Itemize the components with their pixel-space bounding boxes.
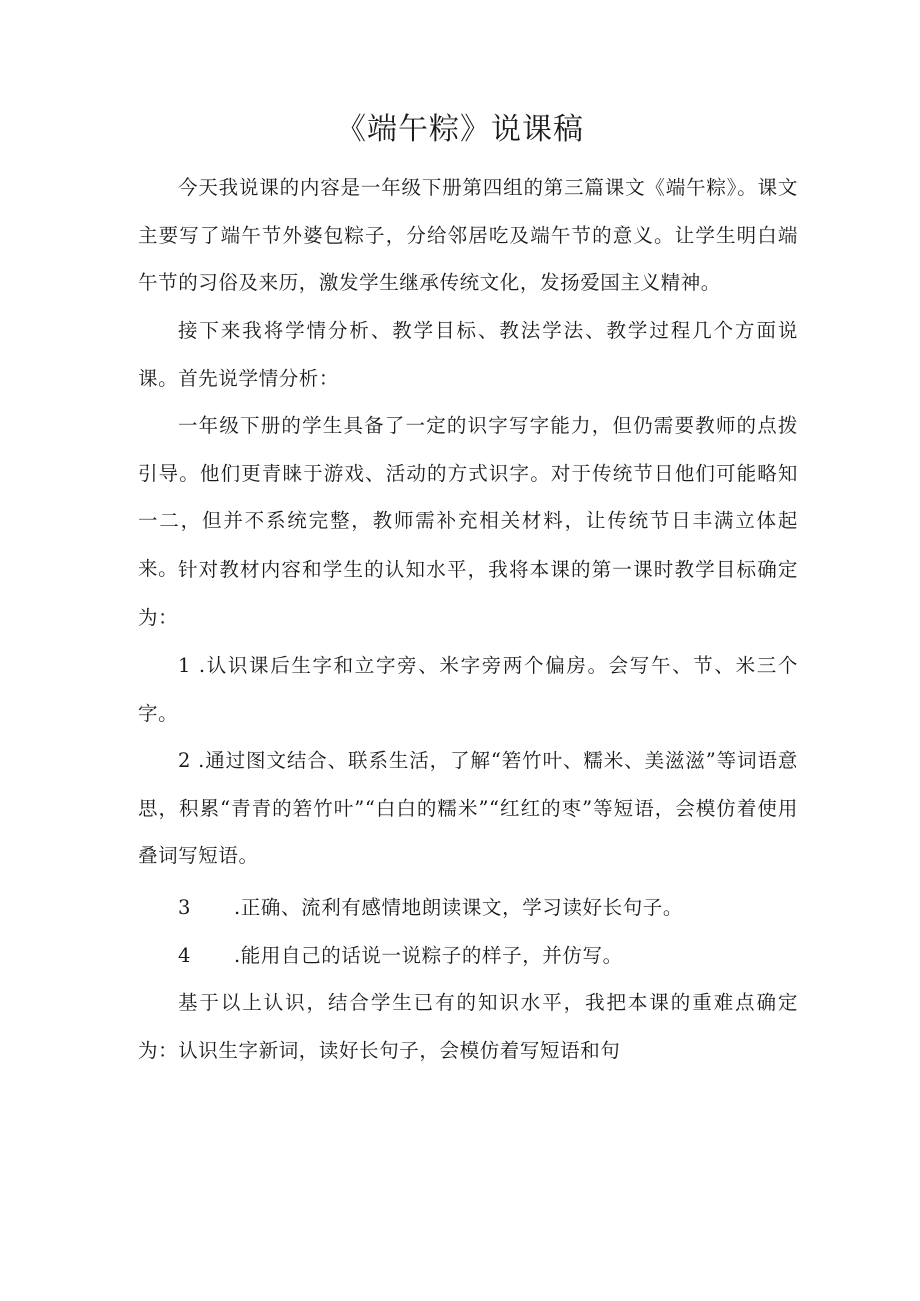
goal-number: 2 [178, 749, 192, 772]
goal-text: .认识课后生字和立字旁、米字旁两个偏房。会写午、节、米三个字。 [138, 654, 798, 725]
paragraph-analysis: 一年级下册的学生具备了一定的识字写字能力，但仍需要教师的点拨引导。他们更青睐于游戏、活动的方式识字。对于传统节日他们可能略知一二，但并不系统完整，教师需补充相关材料，让传统节日丰满立体起来。 [138, 414, 798, 580]
document-title: 《端午粽》说课稿 [336, 112, 584, 147]
paragraph-intro: 今天我说课的内容是一年级下册第四组的第三篇课文《端午粽》。课文主要写了端午节外婆包粽子，分给邻居吃及端午节的意义。让学生明白端午节的习俗及来历，激发学生继承传统文化，发扬爱国主义精神。 [138, 176, 798, 294]
goal-text: .能用自己的话说一说粽子的样子，并仿写。 [234, 944, 623, 967]
goal-item-2 [138, 737, 798, 880]
goal-number: 1 [178, 654, 192, 677]
goal-text: .通过图文结合、联系生活，了解“箬竹叶、糯米、美滋滋”等词语意思，积累“青青的箬竹叶”“白白的糯米”“红红的枣”等短语，会模仿着使用叠词写短语。 [138, 749, 798, 867]
paragraph-focus: 基于以上认识，结合学生已有的知识水平，我把本课的重难点确定为：认识生字新词，读好长句子，会模仿着写短语和句 [138, 991, 798, 1062]
goal-text: .正确、流利有感情地朗读课文，学习读好长句子。 [234, 896, 683, 919]
paragraph-goals-intro: 针对教材内容和学生的认知水平，我将本课的第一课时教学目标确定为： [138, 558, 798, 629]
goal-item-3 [178, 884, 798, 932]
goal-item-1 [138, 642, 798, 737]
goal-item-4 [178, 932, 798, 980]
goal-number: 3 [178, 896, 192, 919]
goal-number: 4 [178, 944, 192, 967]
paragraph-outline: 接下来我将学情分析、教学目标、教法学法、教学过程几个方面说课。首先说学情分析： [138, 319, 798, 390]
